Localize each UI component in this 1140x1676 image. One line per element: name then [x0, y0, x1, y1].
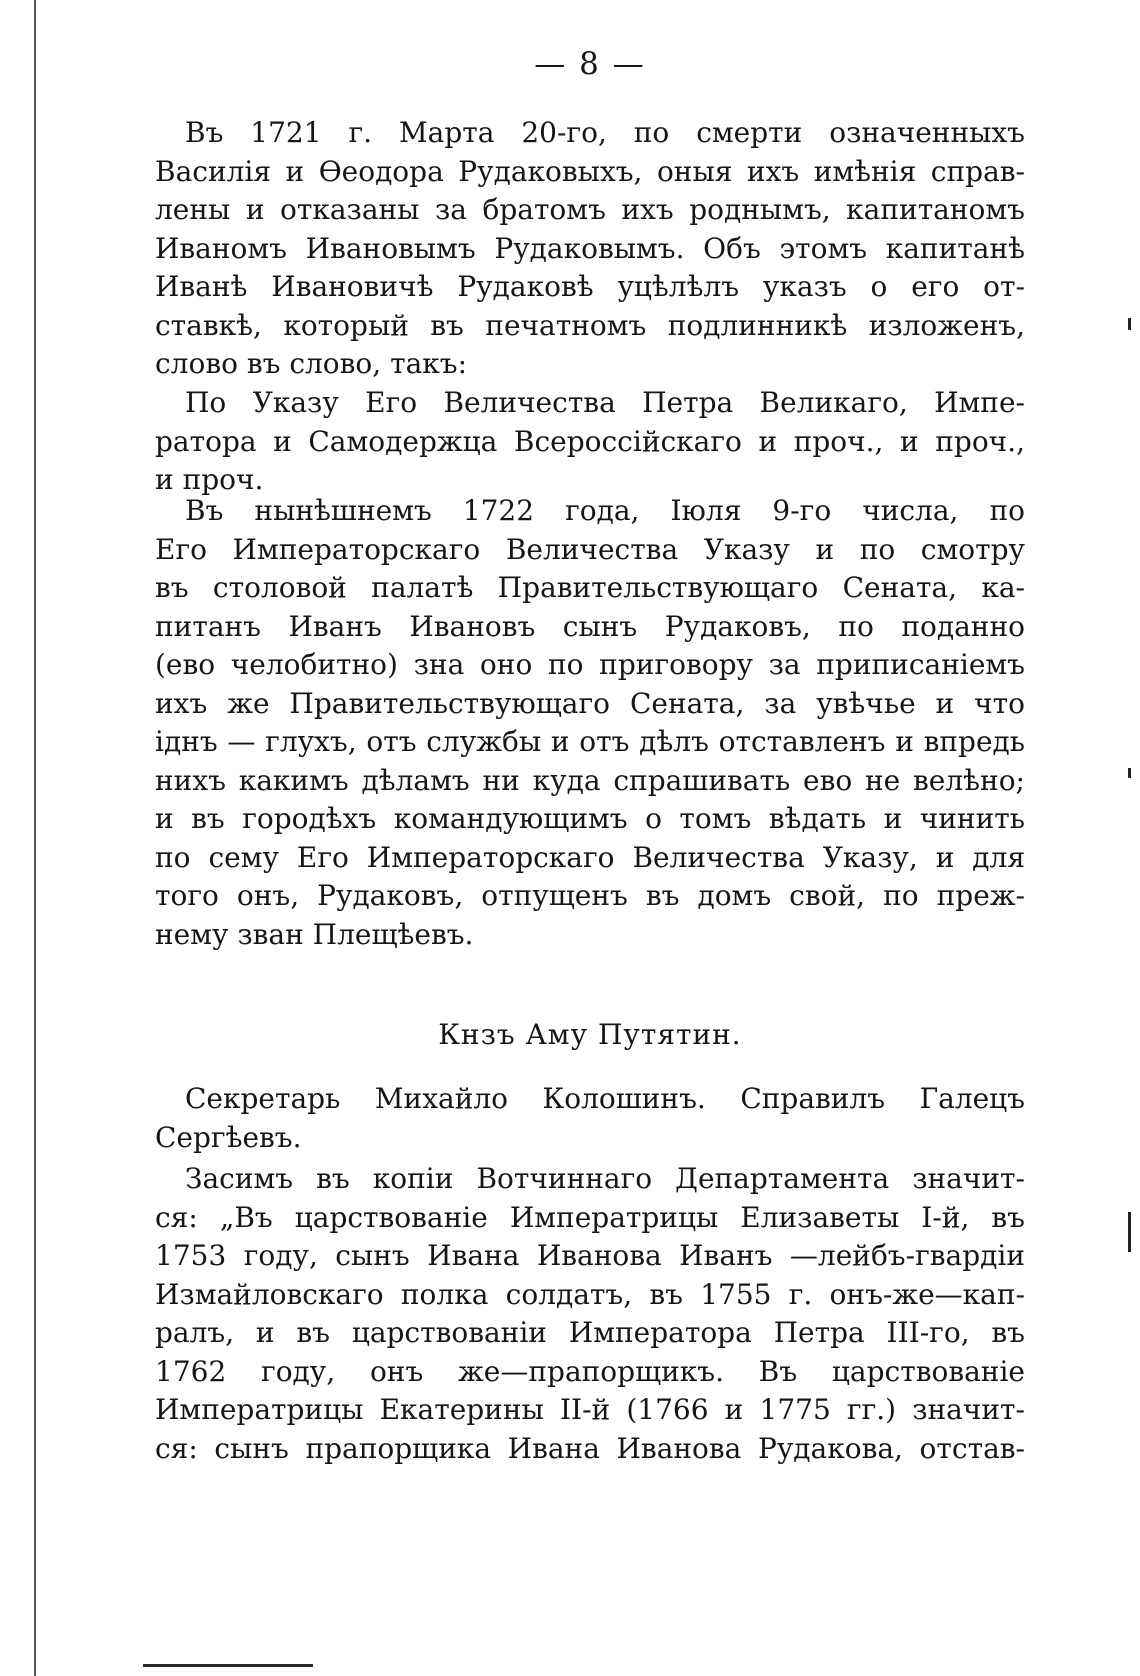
- paragraph-2: [155, 384, 1025, 500]
- text-line: Въ 1721 г. Марта 20-го, по смерти означенныхъ: [185, 116, 1025, 149]
- scan-artifact: [143, 1664, 313, 1667]
- text-line: лены и отказаны за братомъ ихъ роднымъ, капитаномъ: [155, 193, 1025, 226]
- text-line: (ево челобитно) зна оно по приговору за приписаніемъ: [155, 648, 1025, 681]
- paragraph-3: [155, 492, 1025, 954]
- text-line: ихъ же Правительствующаго Сената, за увѣчье и что: [155, 686, 1025, 720]
- text-line: нихъ какимъ дѣламъ ни куда спрашивать ево не велѣно;: [155, 763, 1025, 797]
- text-line: 1762 году, онъ же—прапорщикъ. Въ царствованіе: [155, 1354, 1025, 1388]
- text-line: нему зван Плещѣевъ.: [155, 917, 474, 951]
- text-line: Засимъ въ копіи Вотчиннаго Департамента значит-: [185, 1162, 1025, 1195]
- text-line: Измайловскаго полка солдатъ, въ 1755 г. онъ-же—кап-: [155, 1277, 1025, 1311]
- text-line: Иваномъ Ивановымъ Рудаковымъ. Объ этомъ капитанѣ: [155, 231, 1025, 265]
- text-line: Иванѣ Ивановичѣ Рудаковѣ уцѣлѣлъ указъ о его от-: [155, 270, 1025, 303]
- text-line: Императрицы Екатерины II-й (1766 и 1775 гг.) значит-: [155, 1393, 1025, 1426]
- text-line: Его Императорскаго Величества Указу и по смотру: [155, 532, 1025, 566]
- margin-mark: [1128, 1212, 1131, 1252]
- text-line: ся: сынъ прапорщика Ивана Иванова Рудакова, отстав-: [155, 1431, 1025, 1465]
- signature-heading: Кнзъ Аму Путятин.: [438, 1018, 742, 1051]
- text-line: питанъ Иванъ Ивановъ сынъ Рудаковъ, по поданно: [155, 609, 1025, 643]
- text-line: ралъ, и въ царствованіи Императора Петра III-го, въ: [155, 1316, 1025, 1349]
- text-line: Василія и Өеодора Рудаковыхъ, оныя ихъ имѣнія справ-: [155, 154, 1025, 188]
- text-line: ся: „Въ царствованіе Императрицы Елизаветы І-й, въ: [155, 1200, 1025, 1234]
- page-number: — 8 —: [534, 46, 646, 82]
- text-line: ратора и Самодержца Всероссійскаго и проч., и проч.,: [155, 424, 1025, 458]
- paragraph-5: [155, 1160, 1025, 1468]
- text-line: По Указу Его Величества Петра Великаго, Импе-: [185, 386, 1025, 419]
- text-line: слово въ слово, такъ:: [155, 347, 468, 380]
- text-line: Секретарь Михайло Колошинъ. Справилъ Галецъ: [185, 1082, 1025, 1115]
- text-line: ставкѣ, который въ печатномъ подлинникѣ изложенъ,: [155, 308, 1025, 342]
- paragraph-4: [155, 1080, 1025, 1157]
- margin-mark: [1128, 318, 1131, 330]
- text-line: Сергѣевъ.: [155, 1120, 302, 1154]
- text-line: и въ городѣхъ командующимъ о томъ вѣдать и чинить: [155, 802, 1025, 835]
- page-gutter-line: [34, 0, 36, 1676]
- text-line: 1753 году, сынъ Ивана Иванова Иванъ —лейбъ-гвардіи: [155, 1239, 1025, 1272]
- text-line: въ столовой палатѣ Правительствующаго Сената, ка-: [155, 571, 1025, 604]
- text-line: и проч.: [155, 463, 264, 496]
- paragraph-1: [155, 114, 1025, 384]
- text-line: іднъ — глухъ, отъ службы и отъ дѣлъ отставленъ и впредь: [155, 725, 1025, 758]
- text-line: Въ нынѣшнемъ 1722 года, Іюля 9-го числа, по: [185, 494, 1025, 527]
- text-line: по сему Его Императорскаго Величества Указу, и для: [155, 840, 1025, 874]
- margin-mark: [1128, 768, 1131, 778]
- text-line: того онъ, Рудаковъ, отпущенъ въ домъ свой, по преж-: [155, 879, 1025, 912]
